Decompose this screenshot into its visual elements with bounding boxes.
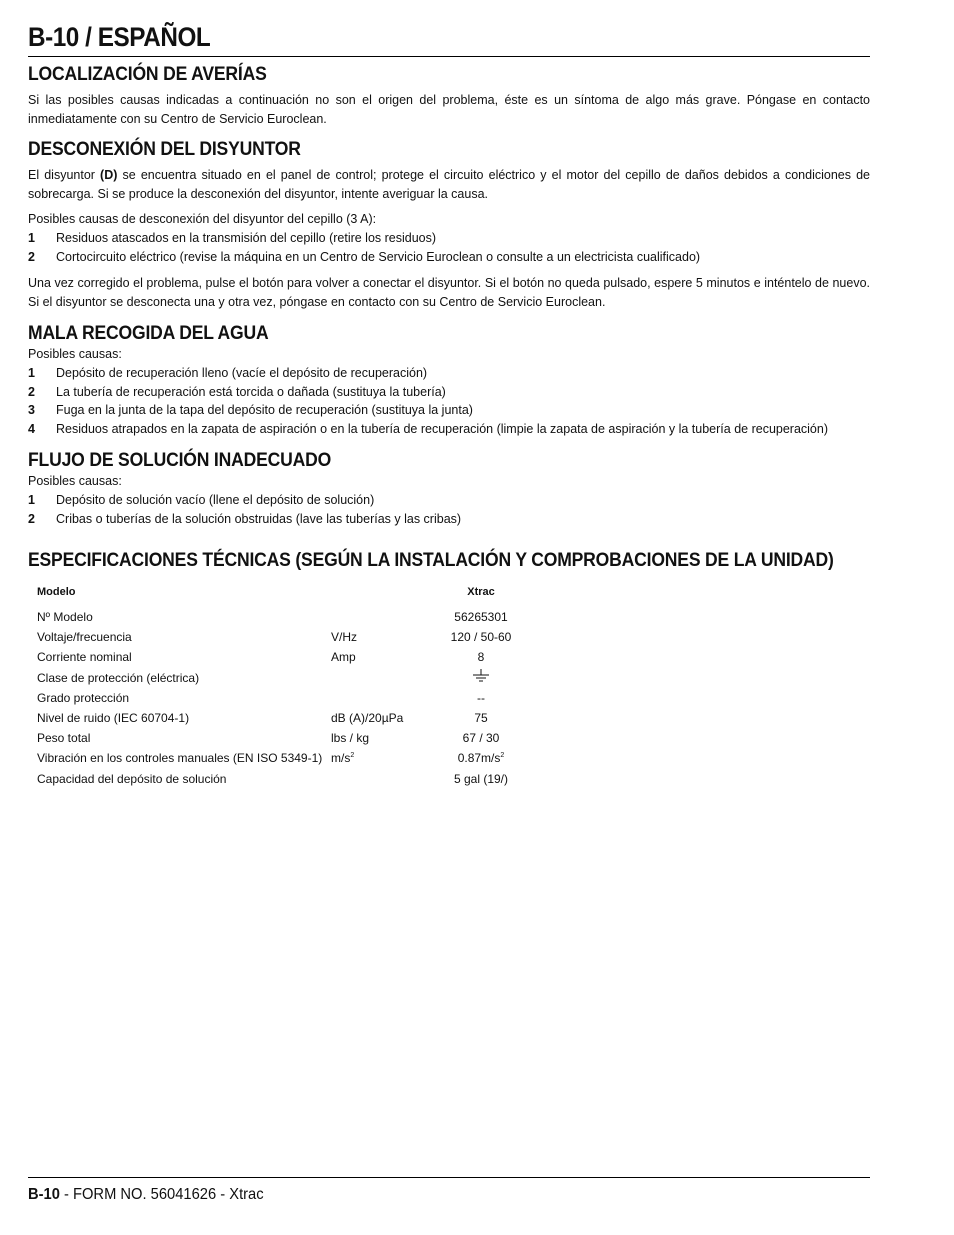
- water-pickup-intro: Posibles causas:: [28, 347, 122, 361]
- solution-flow-heading: FLUJO DE SOLUCIÓN INADECUADO: [28, 449, 332, 471]
- specs-heading: ESPECIFICACIONES TÉCNICAS (SEGÚN LA INSTALACIÓN Y COMPROBACIONES DE LA UNIDAD): [28, 549, 834, 571]
- table-row: Nivel de ruido (IEC 60704-1) dB (A)/20µPa 75: [37, 711, 488, 726]
- list-item: 2 Cortocircuito eléctrico (revise la máquina en un Centro de Servicio Euroclean o consulte a un electricista cualificado): [28, 249, 701, 264]
- table-row: Peso total lbs / kg 67 / 30: [37, 731, 500, 746]
- solution-flow-causes-list: [28, 491, 870, 528]
- list-item: 1 Residuos atascados en la transmisión del cepillo (retire los residuos): [28, 231, 437, 245]
- table-row: Capacidad del depósito de solución 5 gal (19/): [37, 771, 509, 786]
- breaker-causes-intro: Posibles causas de desconexión del disyuntor del cepillo (3 A):: [28, 212, 377, 226]
- solution-flow-intro: Posibles causas:: [28, 474, 122, 488]
- list-item: 2 Cribas o tuberías de la solución obstruidas (lave las tuberías y las cribas): [28, 511, 462, 526]
- specs-header-label: Modelo: [37, 586, 76, 598]
- table-row: Vibración en los controles manuales (EN ISO 5349-1) $m/s^2$ $0.87m/s^2$: [37, 751, 505, 766]
- footer-page-ref: B-10: [28, 1186, 60, 1203]
- footer-form-number: - FORM NO. 56041626 - Xtrac: [59, 1186, 264, 1203]
- water-pickup-causes-list: [28, 364, 870, 438]
- ground-symbol-icon: [472, 669, 490, 686]
- troubleshooting-text: Si las posibles causas indicadas a continuación no son el origen del problema, éste es un síntoma de algo más grave. Póngase en contacto inmediatamente con su Centro de Servicio Euroclean.: [28, 93, 870, 126]
- breaker-text: El disyuntor (D) se encuentra situado en el panel de control; protege el circuito eléctrico y el motor del cepillo de daños debidos a condiciones de sobrecarga. Si se produce la desconexión del disyuntor, intente averiguar la causa.: [28, 168, 870, 201]
- page-footer: [28, 1186, 264, 1204]
- water-pickup-heading: MALA RECOGIDA DEL AGUA: [28, 322, 269, 344]
- list-item: 1 Depósito de solución vacío (llene el depósito de solución): [28, 493, 375, 507]
- list-item: 2 La tubería de recuperación está torcida o dañada (sustituya la tubería): [28, 384, 446, 399]
- header-rule: [28, 56, 870, 57]
- list-item: 3 Fuga en la junta de la tapa del depósito de recuperación (sustituya la junta): [28, 403, 473, 417]
- specs-table: [37, 586, 531, 789]
- footer-rule: [28, 1177, 870, 1178]
- breaker-label-d: (D): [100, 168, 118, 182]
- specs-header-unit: [331, 586, 431, 602]
- table-row: Corriente nominal Amp 8: [37, 650, 485, 665]
- table-row: Clase de protección (eléctrica): [37, 668, 531, 688]
- page-title: B-10 / ESPAÑOL: [28, 22, 211, 52]
- table-row: Grado protección --: [37, 690, 485, 705]
- specs-header-row: [37, 586, 531, 602]
- table-row: Nº Modelo 56265301: [37, 610, 508, 625]
- breaker-closing: Una vez corregido el problema, pulse el botón para volver a conectar el disyuntor. Si el botón no queda pulsado, espere 5 minutos e inténtelo de nuevo. Si el disyuntor se desconecta una y otra vez, póngase en contacto con su Centro de Servicio Euroclean.: [28, 276, 870, 309]
- troubleshooting-heading: LOCALIZACIÓN DE AVERÍAS: [28, 63, 267, 85]
- specs-header-model: Xtrac: [467, 586, 495, 598]
- list-item: 4 Residuos atrapados en la zapata de aspiración o en la tubería de recuperación (limpie la zapata de aspiración y la tubería de recuperación): [28, 421, 829, 436]
- breaker-heading: DESCONEXIÓN DEL DISYUNTOR: [28, 138, 301, 160]
- breaker-causes-list: [28, 229, 870, 266]
- table-row: Voltaje/frecuencia V/Hz 120 / 50-60: [37, 630, 512, 645]
- list-item: 1 Depósito de recuperación lleno (vacíe el depósito de recuperación): [28, 366, 428, 380]
